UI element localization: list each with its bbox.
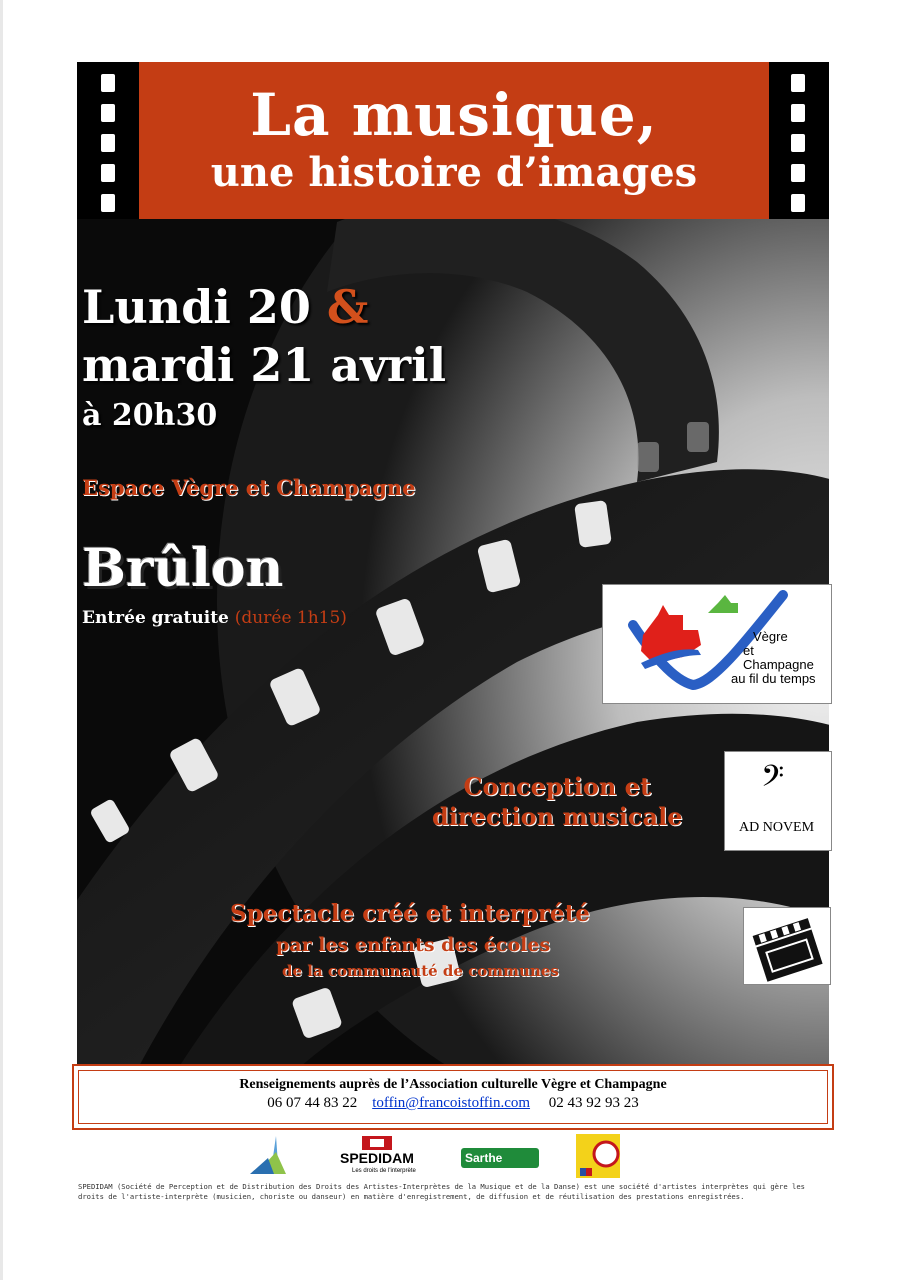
phone-2: 02 43 92 93 23 — [548, 1095, 639, 1111]
page-edge — [0, 0, 3, 1280]
title-line-1: La musique, — [250, 81, 658, 149]
info-heading: Renseignements auprès de l’Association culturelle Vègre et Champagne — [239, 1077, 667, 1092]
vegre-text-4: au fil du temps — [731, 671, 816, 686]
entry-free: Entrée gratuite — [82, 608, 229, 628]
sponsor-logo-1 — [246, 1134, 296, 1178]
info-inner — [78, 1070, 828, 1124]
event-date-line-2: mardi 21 avril — [82, 338, 447, 392]
ad-novem-name: AD NOVEM — [739, 820, 815, 835]
vegre-text-2: et — [743, 643, 754, 658]
clapperboard-logo — [743, 907, 831, 985]
vegre-text-1: Vègre — [753, 629, 788, 644]
event-entry — [82, 608, 347, 628]
vegre-text-3: Champagne — [743, 657, 814, 672]
education-ministry-logo — [576, 1134, 620, 1178]
clapperboard-icon — [744, 908, 830, 984]
info-contacts — [79, 1095, 827, 1112]
event-date-line-1 — [82, 280, 368, 334]
sarthe-logo — [461, 1148, 539, 1168]
show-line-1: Spectacle créé et interprété — [230, 900, 590, 927]
vegre-champagne-logo — [602, 584, 832, 704]
spedidam-name: SPEDIDAM — [340, 1150, 414, 1166]
info-box — [72, 1064, 834, 1130]
conception-line-2: direction musicale — [432, 802, 683, 831]
spedidam-footnote: SPEDIDAM (Société de Perception et de Distribution des Droits des Artistes-Interprètes de la Musique et de la Danse) est une société d'artistes interprètes qui gère les droits de l'artiste-interprète (musicien, choriste ou danseur) en matière d'enregistrement, de diffusion et de réutilisation des prestations enregistrées. — [78, 1182, 805, 1201]
bass-clef-icon: 𝄢 — [761, 760, 785, 801]
show-line-3: de la communauté de communes — [282, 962, 559, 980]
ampersand: & — [326, 280, 369, 334]
show-line-2: par les enfants des écoles — [276, 934, 551, 956]
conception-text — [432, 772, 682, 832]
email-link[interactable]: toffin@francoistoffin.com — [372, 1095, 531, 1111]
event-town: Brûlon — [82, 538, 284, 599]
spedidam-icon — [362, 1136, 392, 1150]
sarthe-name: Sarthe — [465, 1151, 503, 1165]
event-venue: Espace Vègre et Champagne — [82, 475, 416, 500]
ad-novem-logo — [724, 751, 832, 851]
conception-line-1: Conception et — [463, 772, 652, 801]
film-strip-left — [77, 62, 139, 219]
title-banner — [139, 62, 769, 219]
event-time: à 20h30 — [82, 398, 218, 433]
event-duration: (durée 1h15) — [234, 608, 347, 628]
spedidam-subtitle: Les droits de l'interprète — [352, 1168, 416, 1174]
phone-1: 06 07 44 83 22 — [267, 1095, 358, 1111]
date-monday: Lundi 20 — [82, 280, 327, 334]
title-line-2: une histoire d’images — [210, 149, 698, 196]
film-strip-right — [767, 62, 829, 219]
